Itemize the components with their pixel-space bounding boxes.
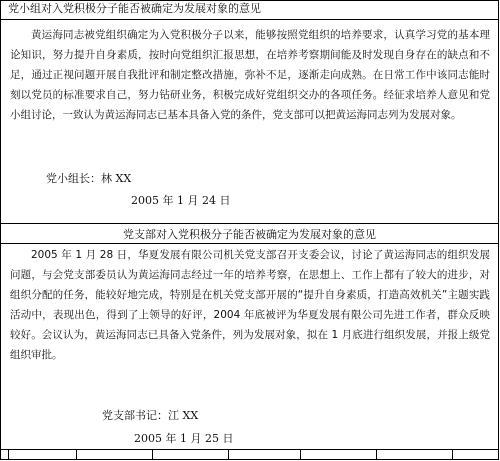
section1-title-divider [0, 19, 499, 20]
section1-body: 黄运海同志被党组织确定为入党积极分子以来，能够按照党组织的培养要求，认真学习党的基本理论知识，努力提升自身素质，按时向党组织汇报思想，在培养考察期间能及时发现自身存在的缺点和不足，通过正视问题开展自我批评和制定整改措施，弥补不足，逐渐走向成熟。在日常工作中该同志能时刻以党员的标准要求自己，努力钻研业务，积极完成好党组织交办的各项任务。经征求培养人意见和党小组讨论，一致认为黄运海同志已基本具备入党的条件，党支部可以把黄运海同志列为发展对象。 [10, 29, 490, 121]
section-divider [0, 223, 499, 224]
grid-cell-line [228, 449, 229, 460]
grid-cell-line [76, 449, 77, 460]
grid-cell-line [152, 449, 153, 460]
section2-body: 2005 年 1 月 28 日，华夏发展有限公司机关党支部召开支委会议，讨论了黄运海同志的组织发展问题，与会党支部委员认为黄运海同志经过一年的培养考察，在思想上、工作上都有了较大的进步，对组织分配的任务，能较好地完成，特别是在机关党支部开展的“提升自身素质，打造高效机关”主题实践活动中，表现出色，得到了上领导的好评，2004 年底被评为华夏发展有限公司先进工作者，群众反映较好。会议认为，黄运海同志已具备入党条件，列为发展对象，拟在 1 月底进行组织发展，并报上级党组织审批。 [10, 249, 490, 361]
grid-cell-line [376, 449, 377, 460]
section2-title-divider [0, 243, 499, 244]
section2-signer: 党支部书记：江 XX [102, 409, 199, 422]
bottom-grid [0, 449, 499, 460]
grid-cell-line [452, 449, 453, 460]
grid-cell-line [8, 449, 9, 460]
section2-title: 党支部对入党积极分子能否被确定为发展对象的意见 [123, 228, 376, 241]
section2-date: 2005 年 1 月 25 日 [134, 432, 234, 445]
section1-signer: 党小组长：林 XX [46, 172, 132, 185]
section1-date: 2005 年 1 月 24 日 [131, 194, 231, 207]
section1-title: 党小组对入党积极分子能否被确定为发展对象的意见 [8, 2, 261, 15]
grid-cell-line [300, 449, 301, 460]
